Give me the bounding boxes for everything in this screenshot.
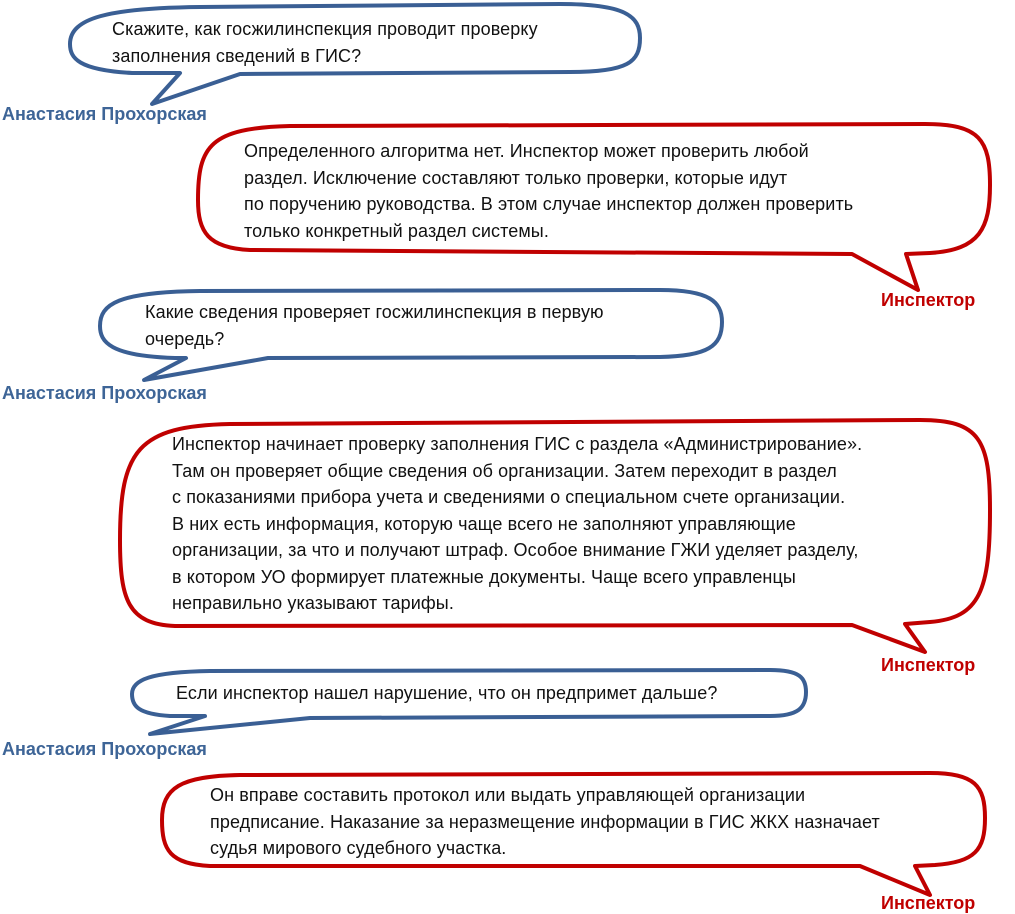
bubble-text-5 bbox=[176, 680, 717, 707]
text-line: заполнения сведений в ГИС? bbox=[112, 45, 362, 66]
speaker-name-inspector: Инспектор bbox=[881, 655, 976, 675]
bubble-text-2 bbox=[244, 138, 853, 244]
text-line: в котором УО формирует платежные документы. Чаще всего управленцы bbox=[172, 566, 796, 587]
bubble-text-3 bbox=[145, 299, 604, 352]
text-line: по поручению руководства. В этом случае инспектор должен проверить bbox=[244, 194, 854, 214]
text-line: В них есть информация, которую чаще всего не заполняют управляющие bbox=[172, 513, 796, 534]
text-line: с показаниями прибора учета и сведениями о специальном счете организации. bbox=[172, 487, 846, 507]
speaker-name-interviewer: Анастасия Прохорская bbox=[2, 383, 207, 403]
text-line: раздел. Исключение составляют только проверки, которые идут bbox=[244, 167, 788, 188]
text-line: неправильно указывают тарифы. bbox=[172, 593, 454, 613]
text-line: организации, за что и получают штраф. Особое внимание ГЖИ уделяет разделу, bbox=[172, 540, 859, 560]
speaker-name-inspector: Инспектор bbox=[881, 290, 976, 310]
text-line: Скажите, как госжилинспекция проводит проверку bbox=[112, 19, 538, 39]
bubble-text-4 bbox=[172, 431, 862, 617]
text-line: Если инспектор нашел нарушение, что он предпримет дальше? bbox=[176, 683, 718, 703]
bubble-text-6 bbox=[210, 782, 880, 862]
text-line: Там он проверяет общие сведения об организации. Затем переходит в раздел bbox=[172, 460, 837, 481]
text-line: Определенного алгоритма нет. Инспектор может проверить любой bbox=[244, 141, 809, 161]
text-line: предписание. Наказание за неразмещение информации в ГИС ЖКХ назначает bbox=[210, 811, 880, 832]
text-line: Он вправе составить протокол или выдать управляющей организации bbox=[210, 785, 806, 805]
text-line: судья мирового судебного участка. bbox=[210, 838, 507, 858]
bubble-text-1 bbox=[112, 16, 538, 69]
speaker-name-inspector: Инспектор bbox=[881, 893, 976, 913]
speaker-name-interviewer: Анастасия Прохорская bbox=[2, 739, 207, 759]
text-line: очередь? bbox=[145, 328, 225, 349]
speaker-name-interviewer: Анастасия Прохорская bbox=[2, 104, 207, 124]
text-line: Какие сведения проверяет госжилинспекция в первую bbox=[145, 302, 604, 322]
text-line: только конкретный раздел системы. bbox=[244, 220, 549, 241]
text-line: Инспектор начинает проверку заполнения ГИС с раздела «Администрирование». bbox=[172, 434, 863, 454]
